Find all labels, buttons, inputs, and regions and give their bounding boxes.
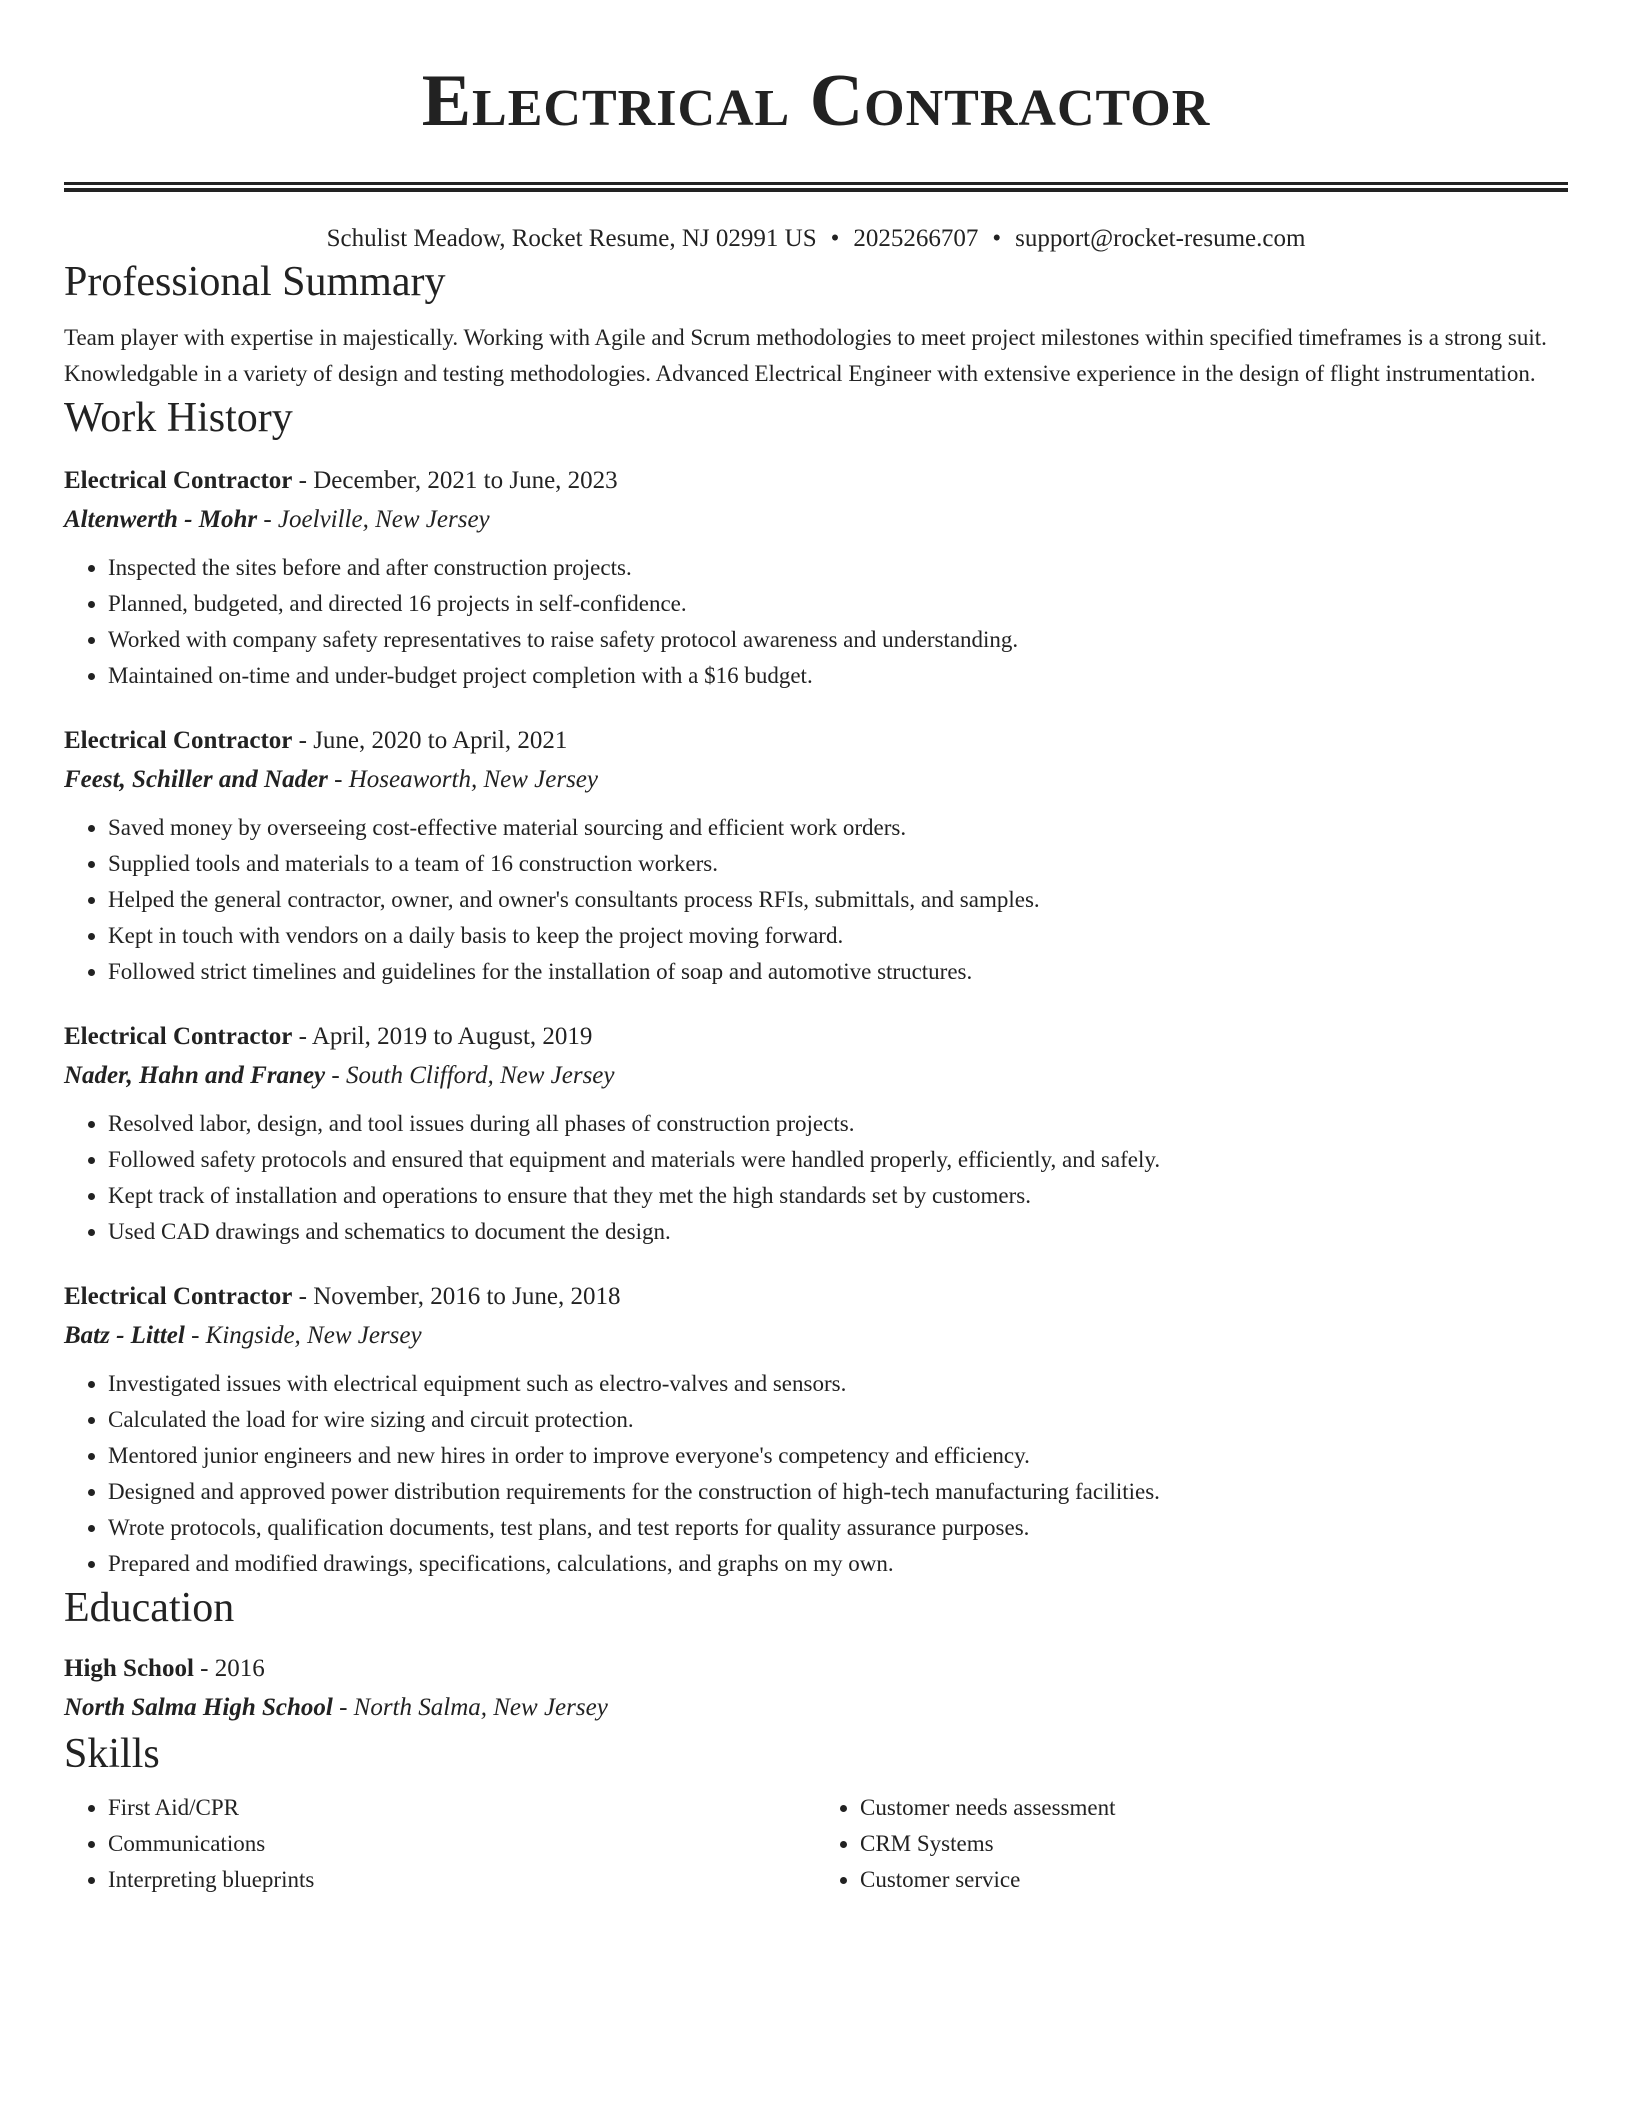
contact-line xyxy=(64,222,1568,256)
company-name: Nader, Hahn and Franey xyxy=(64,1062,326,1089)
degree: High School xyxy=(64,1655,194,1682)
job-duty: • Wrote protocols, qualification documents, test plans, and test reports for quality assurance purposes. xyxy=(108,1510,1568,1546)
job-duty: • Kept in touch with vendors on a daily basis to keep the project moving forward. xyxy=(108,918,1568,954)
skills-grid xyxy=(64,1790,1568,1898)
job-duty: • Used CAD drawings and schematics to document the design. xyxy=(108,1214,1568,1250)
job-title-line xyxy=(64,722,1568,760)
job-duty: • Investigated issues with electrical equipment such as electro-valves and sensors. xyxy=(108,1366,1568,1402)
education-entry xyxy=(64,1650,1568,1728)
company-line xyxy=(64,760,1568,800)
job-duty: • Kept track of installation and operations to ensure that they met the high standards set by customers. xyxy=(108,1178,1568,1214)
skill-item: • Communications xyxy=(108,1826,816,1862)
contact-separator: • xyxy=(992,225,1002,252)
job-duty: • Supplied tools and materials to a team of 16 construction workers. xyxy=(108,846,1568,882)
job-duties-list xyxy=(64,1366,1568,1582)
job-dates: - November, 2016 to June, 2018 xyxy=(292,1283,621,1310)
job-duty: • Saved money by overseeing cost-effective material sourcing and efficient work orders. xyxy=(108,810,1568,846)
contact-phone: 2025266707 xyxy=(853,225,979,252)
company-name: Batz - Littel xyxy=(64,1322,185,1349)
job-duty: • Followed strict timelines and guidelines for the installation of soap and automotive structures. xyxy=(108,954,1568,990)
school-name: North Salma High School xyxy=(64,1694,333,1721)
skill-item: • CRM Systems xyxy=(860,1826,1568,1862)
job-duty: • Mentored junior engineers and new hires in order to improve everyone's competency and efficiency. xyxy=(108,1438,1568,1474)
summary-heading: Professional Summary xyxy=(64,259,446,305)
company-location: - Kingside, New Jersey xyxy=(184,1322,422,1349)
summary-text: Team player with expertise in majestically. Working with Agile and Scrum methodologies to meet project milestones within specified timeframes is a strong suit. Knowledgable in a variety of design and testing methodologies. Advanced Electrical Engineer with extensive experience in the design of flight instrumentation. xyxy=(64,325,1547,386)
skills-list-left xyxy=(64,1790,816,1898)
job-title: Electrical Contractor xyxy=(64,467,293,494)
skills-list-right xyxy=(816,1790,1568,1898)
company-line xyxy=(64,500,1568,540)
job-entry xyxy=(64,462,1568,694)
work-history-heading: Work History xyxy=(64,395,293,441)
job-duty: • Maintained on-time and under-budget project completion with a $16 budget. xyxy=(108,658,1568,694)
skill-item: • Customer service xyxy=(860,1862,1568,1898)
job-entry xyxy=(64,1278,1568,1582)
contact-separator: • xyxy=(830,225,840,252)
company-location: - South Clifford, New Jersey xyxy=(325,1062,615,1089)
education-heading: Education xyxy=(64,1585,235,1631)
skills-heading: Skills xyxy=(64,1731,160,1777)
school-line xyxy=(64,1688,1568,1728)
job-duty: • Helped the general contractor, owner, and owner's consultants process RFIs, submittals, and samples. xyxy=(108,882,1568,918)
company-location: - Joelville, New Jersey xyxy=(257,506,490,533)
job-duty: • Planned, budgeted, and directed 16 projects in self-confidence. xyxy=(108,586,1568,622)
job-duty: • Resolved labor, design, and tool issues during all phases of construction projects. xyxy=(108,1106,1568,1142)
skill-item: • First Aid/CPR xyxy=(108,1790,816,1826)
job-title-line xyxy=(64,462,1568,500)
job-title: Electrical Contractor xyxy=(64,727,293,754)
job-duties-list xyxy=(64,810,1568,990)
company-name: Feest, Schiller and Nader xyxy=(64,766,328,793)
skill-item: • Customer needs assessment xyxy=(860,1790,1568,1826)
degree-line xyxy=(64,1650,1568,1688)
job-title-line xyxy=(64,1018,1568,1056)
job-duty: • Designed and approved power distribution requirements for the construction of high-tech manufacturing facilities. xyxy=(108,1474,1568,1510)
company-line xyxy=(64,1056,1568,1096)
contact-email: support@rocket-resume.com xyxy=(1015,225,1306,252)
title-divider xyxy=(64,182,1568,192)
job-title: Electrical Contractor xyxy=(64,1283,293,1310)
skill-item: • Interpreting blueprints xyxy=(108,1862,816,1898)
job-duties-list xyxy=(64,1106,1568,1250)
company-location: - Hoseaworth, New Jersey xyxy=(327,766,598,793)
job-dates: - April, 2019 to August, 2019 xyxy=(292,1023,593,1050)
company-line xyxy=(64,1316,1568,1356)
job-title: Electrical Contractor xyxy=(64,1023,293,1050)
job-duties-list xyxy=(64,550,1568,694)
job-dates: - June, 2020 to April, 2021 xyxy=(292,727,568,754)
document-title: Electrical Contractor xyxy=(421,60,1211,142)
job-duty: • Followed safety protocols and ensured that equipment and materials were handled properly, efficiently, and safely. xyxy=(108,1142,1568,1178)
contact-address: Schulist Meadow, Rocket Resume, NJ 02991 US xyxy=(326,225,817,252)
graduation-year: - 2016 xyxy=(193,1655,265,1682)
job-duty: • Inspected the sites before and after construction projects. xyxy=(108,550,1568,586)
job-duty: • Worked with company safety representatives to raise safety protocol awareness and understanding. xyxy=(108,622,1568,658)
job-duty: • Calculated the load for wire sizing and circuit protection. xyxy=(108,1402,1568,1438)
company-name: Altenwerth - Mohr xyxy=(64,506,258,533)
job-entry xyxy=(64,1018,1568,1250)
job-entry xyxy=(64,722,1568,990)
job-title-line xyxy=(64,1278,1568,1316)
job-duty: • Prepared and modified drawings, specifications, calculations, and graphs on my own. xyxy=(108,1546,1568,1582)
school-location: - North Salma, New Jersey xyxy=(332,1694,608,1721)
job-dates: - December, 2021 to June, 2023 xyxy=(292,467,618,494)
